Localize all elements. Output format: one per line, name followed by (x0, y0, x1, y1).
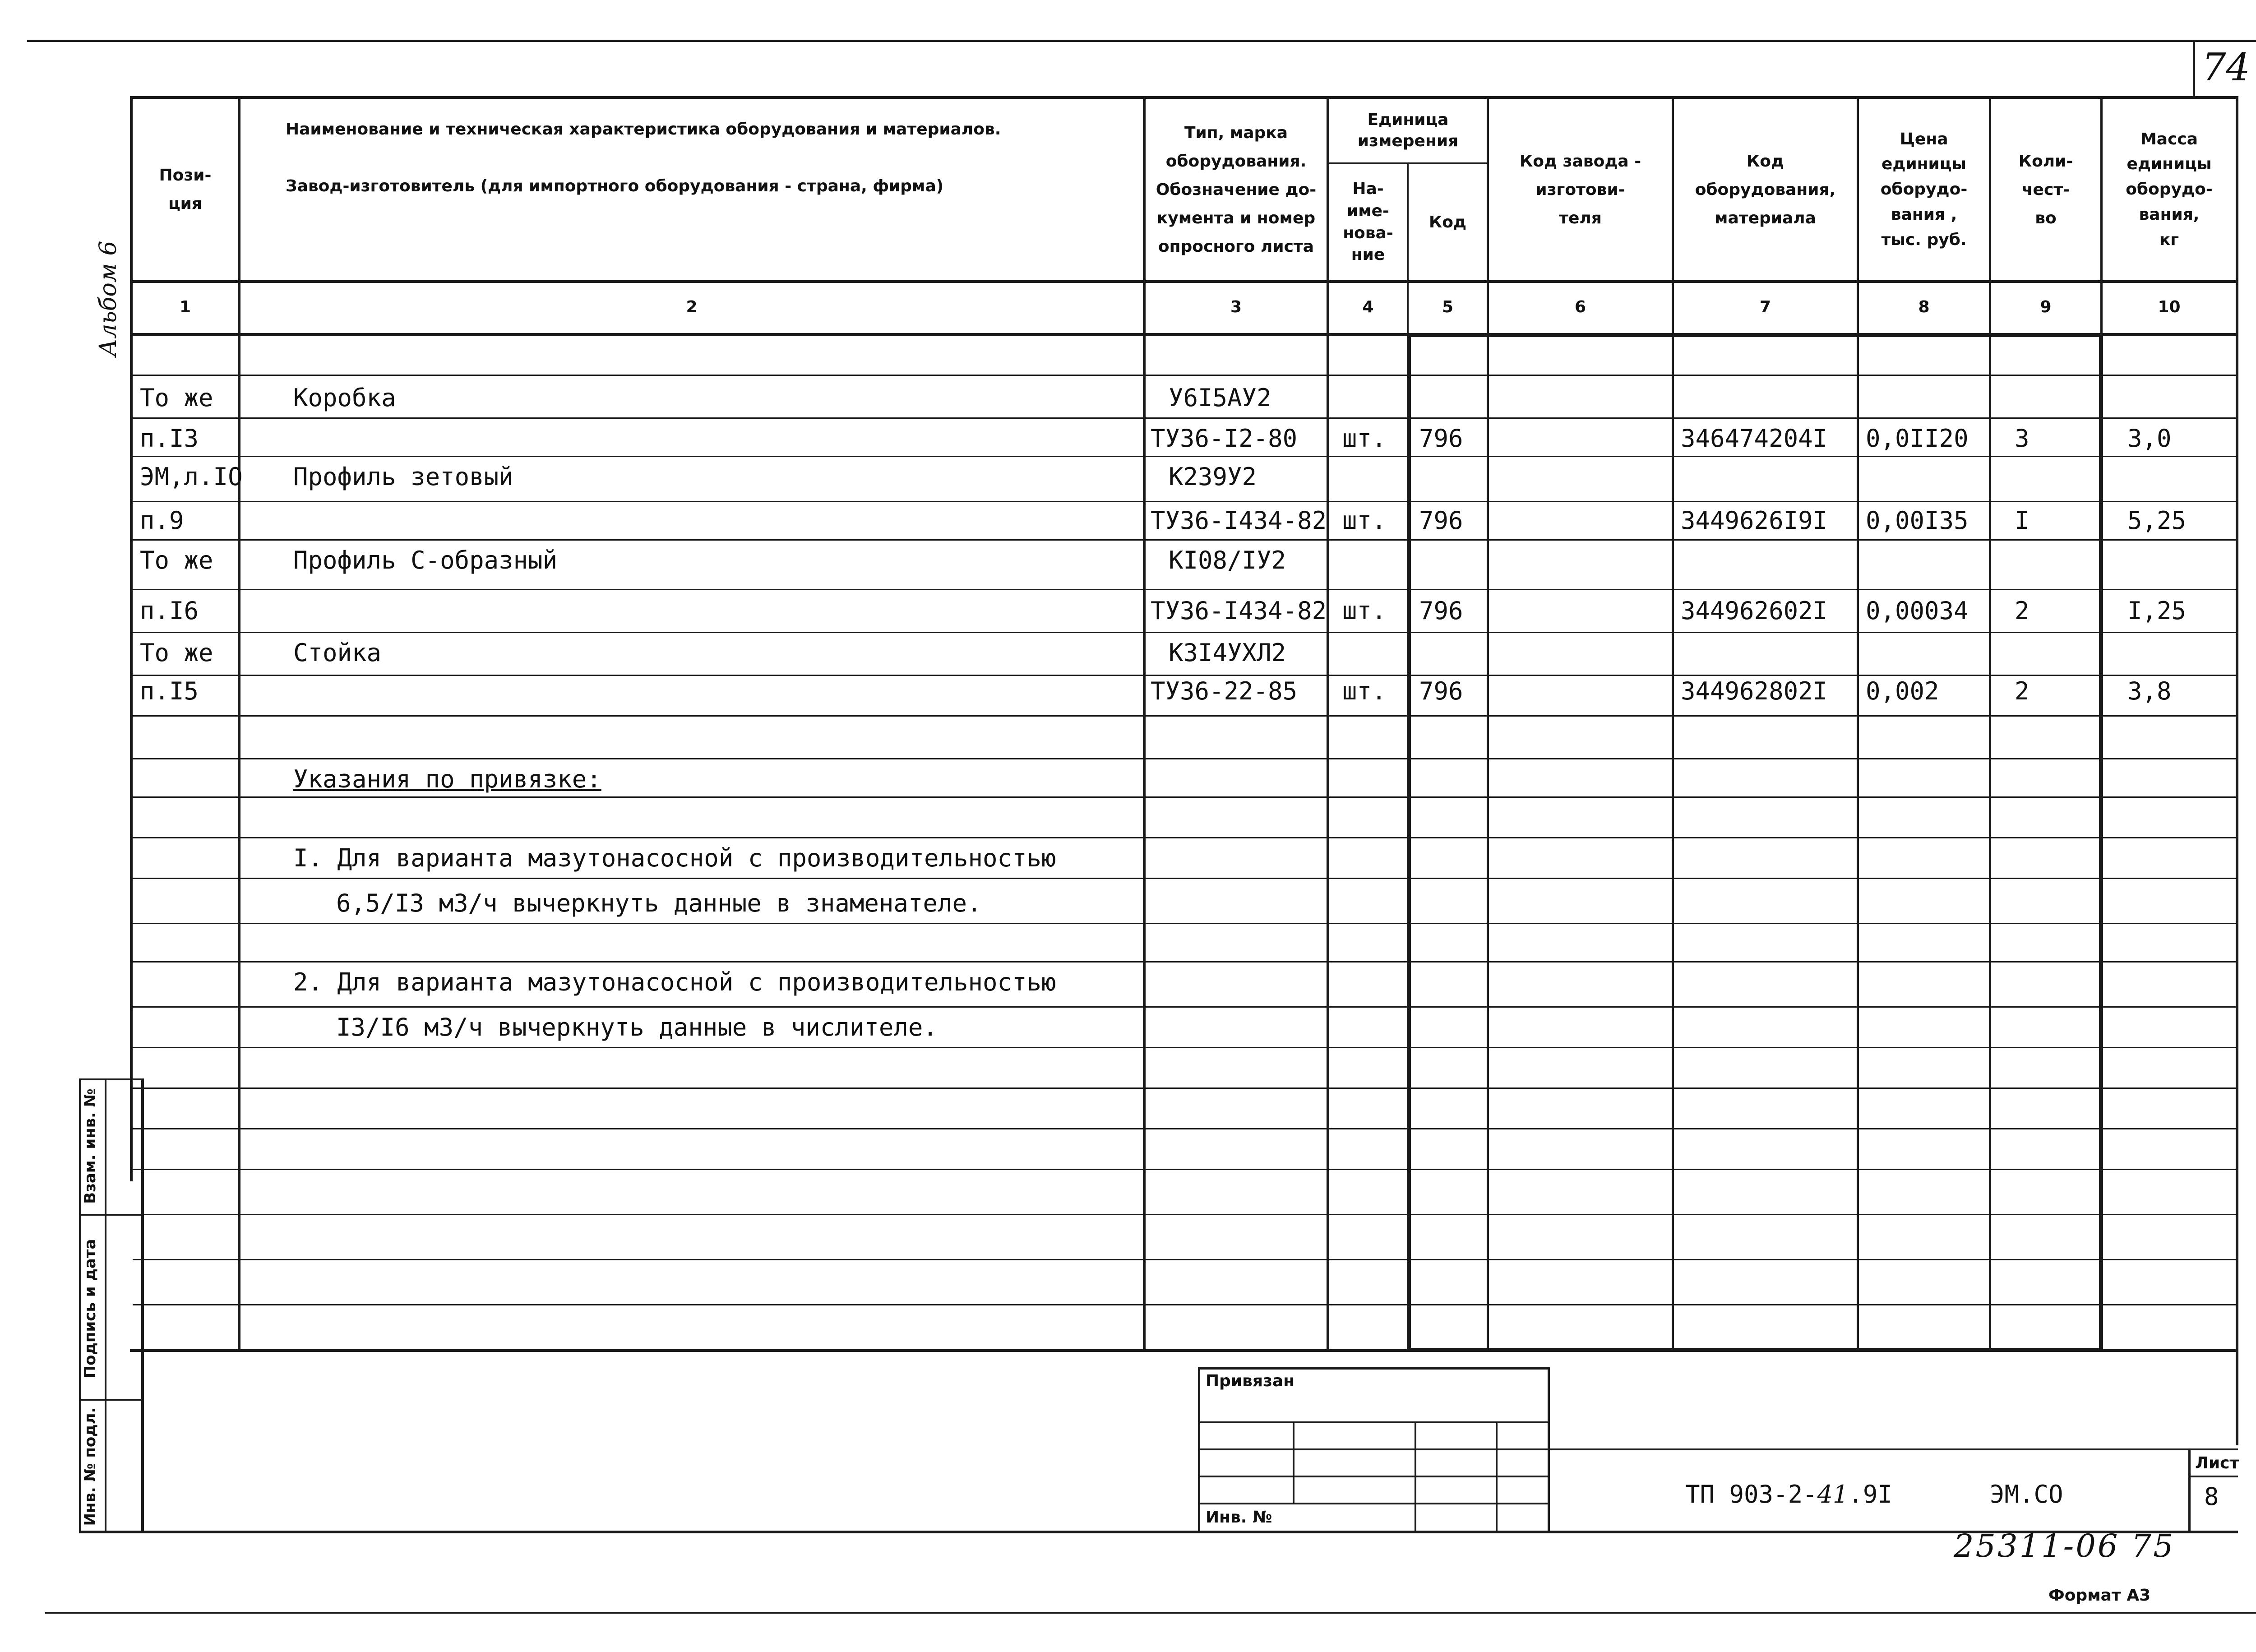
bold-box-right (2099, 333, 2103, 1352)
row-line (133, 796, 2236, 798)
row-4-qty: I (2015, 506, 2029, 535)
row-2-qty: 3 (2015, 424, 2029, 453)
row-line (133, 501, 2236, 502)
row-line (133, 715, 2236, 717)
row-line (133, 1259, 2236, 1260)
column-number-7: 7 (1759, 298, 1771, 316)
row-7-pos: То же (140, 639, 213, 667)
page-number-box-left (2193, 40, 2195, 98)
row-3-type: К239У2 (1169, 463, 1257, 491)
column-number-10: 10 (2158, 298, 2181, 316)
bold-box-top (1407, 333, 2103, 337)
column-number-6: 6 (1574, 298, 1586, 316)
list-box-split (2188, 1476, 2238, 1477)
title-block-top (1550, 1448, 2238, 1450)
header-factory-code: Код завода - изготови- теля (1519, 152, 1641, 227)
row-8-equip: 344962802I (1681, 677, 1828, 705)
header-type: Тип, марка оборудования. Обозначение до- кумента и номер опросного листа (1156, 123, 1317, 256)
instruction-1-line-2: 6,5/I3 м3/ч вычеркнуть данные в знаменателе. (336, 889, 982, 917)
instruction-2-line-1: 2. Для варианта мазутонасосной с производительностью (293, 968, 1056, 996)
stamp-col-3 (1496, 1421, 1498, 1532)
row-8-pos: п.I5 (140, 677, 199, 705)
row-line (133, 675, 2236, 676)
column-number-4: 4 (1362, 298, 1374, 316)
row-4-pos: п.9 (140, 506, 184, 535)
row-line (133, 758, 2236, 759)
header-bottom (130, 280, 2238, 283)
row-line (133, 1214, 2236, 1215)
header-name: Наименование и техническая характеристика оборудования и материалов. Завод-изготовитель (для импортного оборудования - страна, фирма) (286, 120, 1001, 195)
row-8-price: 0,002 (1866, 677, 1939, 705)
row-2-code: 796 (1419, 424, 1463, 453)
column-number-1: 1 (179, 298, 191, 316)
header-unit: Единица измерения (1357, 110, 1459, 150)
row-1-name: Коробка (293, 384, 396, 412)
row-line (133, 923, 2236, 924)
instructions-title: Указания по привязке: (293, 765, 601, 793)
row-6-unit: шт. (1342, 597, 1387, 625)
document-code (1685, 1480, 1892, 1509)
row-7-name: Стойка (293, 639, 382, 667)
side-stamp-vzam: Взам. инв. № (81, 1088, 99, 1204)
bold-box-bottom (1407, 1348, 2103, 1352)
side-stamp-inv: Инв. № подл. (81, 1407, 99, 1526)
row-4-price: 0,00I35 (1866, 506, 1969, 535)
row-line (133, 375, 2236, 376)
row-line (133, 1087, 2236, 1089)
row-4-type: ТУ36-I434-82 (1151, 506, 1327, 535)
header-position: Пози- ция (159, 166, 212, 213)
col-line-2 (1143, 96, 1146, 1352)
row-6-type: ТУ36-I434-82 (1151, 597, 1327, 625)
row-line (133, 837, 2236, 838)
instruction-2-line-2: I3/I6 м3/ч вычеркнуть данные в числителе. (336, 1013, 938, 1041)
row-8-qty: 2 (2015, 677, 2029, 705)
row-4-equip: 3449626I9I (1681, 506, 1828, 535)
section-code: ЭМ.СО (1990, 1480, 2063, 1509)
row-4-code: 796 (1419, 506, 1463, 535)
col-line-8 (1989, 96, 1991, 1352)
document-code-suffix: .9I (1848, 1480, 1892, 1509)
row-8-code: 796 (1419, 677, 1463, 705)
row-line (133, 589, 2236, 590)
row-1-type: У6I5АУ2 (1169, 384, 1271, 412)
row-5-name: Профиль С-образный (293, 546, 558, 574)
row-8-unit: шт. (1342, 677, 1387, 705)
row-8-mass: 3,8 (2127, 677, 2172, 705)
row-line (133, 632, 2236, 633)
list-value: 8 (2204, 1482, 2219, 1511)
row-3-name: Профиль зетовый (293, 463, 513, 491)
archive-number: 25311-06 75 (1954, 1527, 2175, 1564)
header-unit-name: На- име- нова- ние (1343, 180, 1393, 264)
row-5-type: КI08/IУ2 (1169, 546, 1286, 574)
header-mass: Масса единицы оборудо- вания, кг (2126, 130, 2213, 249)
stamp-col-2 (1415, 1421, 1416, 1532)
side-stamp-inner (105, 1078, 106, 1532)
row-1-pos: То же (140, 384, 213, 412)
col-line-1 (238, 96, 240, 1352)
bottom-rule (45, 1612, 2256, 1614)
stamp-privyazan: Привязан (1206, 1372, 1295, 1390)
row-2-pos: п.I3 (140, 424, 199, 453)
row-6-qty: 2 (2015, 597, 2029, 625)
row-line (133, 1047, 2236, 1048)
bold-box-left (1407, 333, 1411, 1352)
row-line (133, 878, 2236, 879)
row-6-mass: I,25 (2127, 597, 2187, 625)
row-6-pos: п.I6 (140, 597, 199, 625)
row-3-pos: ЭМ,л.IO (140, 463, 243, 491)
row-8-type: ТУ36-22-85 (1151, 677, 1298, 705)
row-6-equip: 344962602I (1681, 597, 1828, 625)
list-label: Лист (2195, 1454, 2239, 1472)
frame-left-lower (141, 1078, 144, 1532)
row-line (133, 456, 2236, 457)
row-6-code: 796 (1419, 597, 1463, 625)
stamp-inv-no: Инв. № (1206, 1508, 1272, 1527)
row-line (133, 961, 2236, 963)
stamp-col-1 (1293, 1421, 1294, 1503)
document-code-handwritten: 41 (1817, 1480, 1849, 1509)
row-line (133, 539, 2236, 541)
header-quantity: Коли- чест- во (2018, 152, 2073, 227)
header-unit-code: Код (1428, 213, 1467, 231)
row-line (133, 1304, 2236, 1305)
row-line (133, 1169, 2236, 1170)
side-stamp-div-1 (79, 1214, 142, 1216)
row-7-type: К3I4УХЛ2 (1169, 639, 1286, 667)
row-4-unit: шт. (1342, 506, 1387, 535)
col-line-5 (1487, 96, 1489, 1352)
row-5-pos: То же (140, 546, 213, 574)
column-number-3: 3 (1230, 298, 1242, 316)
top-rule (27, 40, 2256, 42)
row-line (133, 417, 2236, 419)
document-code-prefix: ТП 903-2- (1685, 1480, 1817, 1509)
col-line-3 (1327, 96, 1329, 1352)
row-2-type: ТУ36-I2-80 (1151, 424, 1298, 453)
row-line (133, 1006, 2236, 1008)
side-stamp-podpis: Подпись и дата (81, 1239, 99, 1379)
row-6-price: 0,00034 (1866, 597, 1969, 625)
col-line-6 (1672, 96, 1674, 1352)
column-number-8: 8 (1918, 298, 1930, 316)
table-right (2236, 96, 2238, 1445)
column-number-9: 9 (2040, 298, 2052, 316)
row-2-equip: 346474204I (1681, 424, 1828, 453)
row-line (133, 1128, 2236, 1129)
row-2-price: 0,0II20 (1866, 424, 1969, 453)
instruction-1-line-1: I. Для варианта мазутонасосной с производительностью (293, 844, 1056, 872)
row-2-unit: шт. (1342, 424, 1387, 453)
album-label: Альбом 6 (95, 241, 122, 356)
column-number-5: 5 (1442, 298, 1454, 316)
row-2-mass: 3,0 (2127, 424, 2172, 453)
row-4-mass: 5,25 (2127, 506, 2187, 535)
list-box-left (2188, 1448, 2191, 1532)
header-price: Цена единицы оборудо- вания , тыс. руб. (1880, 130, 1968, 249)
handwritten-page-number: 74 (2202, 45, 2250, 89)
column-number-2: 2 (686, 298, 698, 316)
header-equipment-code: Код оборудования, материала (1695, 152, 1836, 227)
stamp-block-top (1198, 1367, 1550, 1370)
frame-bottom (79, 1531, 2238, 1533)
format-label: Формат А3 (2048, 1586, 2151, 1605)
col-line-7 (1857, 96, 1859, 1352)
